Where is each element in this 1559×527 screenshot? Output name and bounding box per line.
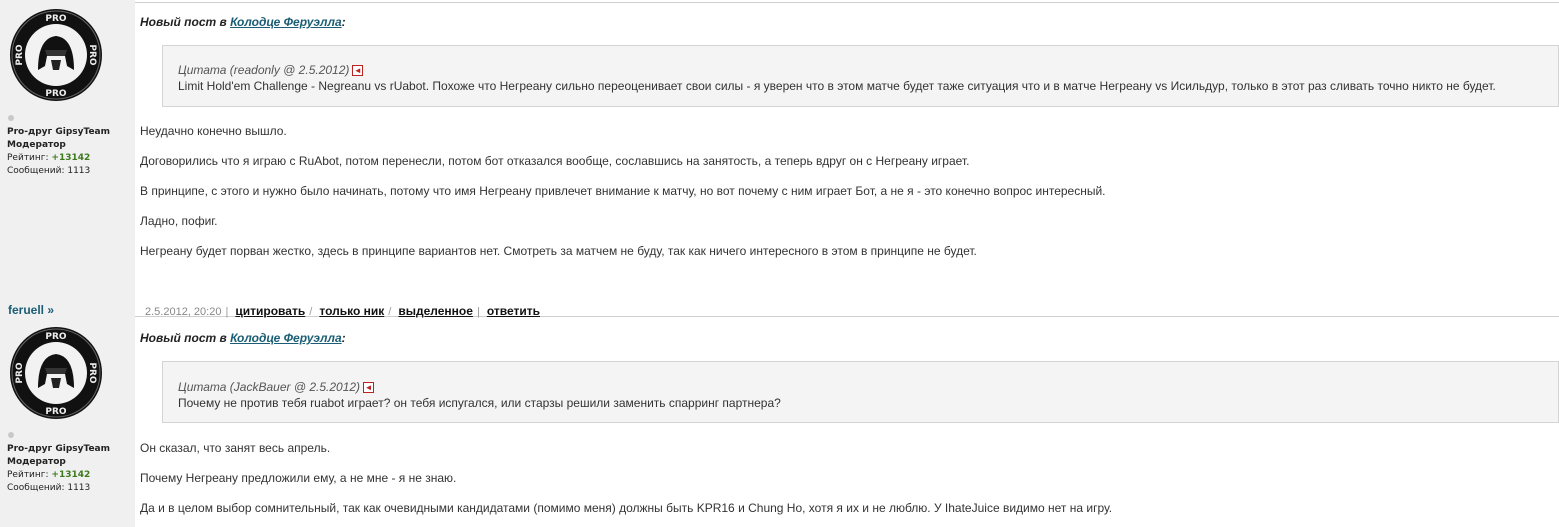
posts-count: Сообщений: 1113 (7, 483, 91, 493)
svg-text:PRO: PRO (15, 44, 25, 66)
post-paragraph: Договорились что я играю с RuAbot, потом перенесли, потом бот отказался вообще, сославшись на занятость, а теперь вдруг он с Негреану играет. (140, 154, 970, 168)
svg-text:PRO: PRO (45, 89, 67, 99)
user-role: Модератор (7, 140, 66, 150)
svg-text:PRO: PRO (87, 362, 97, 384)
user-avatar[interactable] (9, 8, 103, 102)
user-avatar[interactable] (9, 326, 103, 420)
author-link[interactable]: feruell » (8, 303, 55, 317)
rating-value: +13142 (51, 153, 91, 163)
rating-label: Рейтинг: (7, 470, 52, 480)
online-status-icon (8, 115, 14, 121)
svg-text:PRO: PRO (15, 362, 25, 384)
online-status-icon (8, 432, 14, 438)
new-post-prefix: Новый пост в (140, 331, 231, 345)
rating-label: Рейтинг: (7, 153, 52, 163)
user-role: Модератор (7, 457, 66, 467)
quote-action[interactable]: цитировать (235, 304, 306, 318)
reply-action[interactable]: ответить (486, 304, 541, 318)
post-paragraph: Неудачно конечно вышло. (140, 124, 287, 138)
posts-count: Сообщений: 1113 (7, 166, 91, 176)
divider (135, 2, 1559, 3)
go-to-quote-icon[interactable]: ◄ (353, 66, 362, 76)
rating-value: +13142 (51, 470, 91, 480)
post-paragraph: Негреану будет порван жестко, здесь в принципе вариантов нет. Смотреть за матчем не буду, так как ничего интересного в этом в принципе не будет. (140, 244, 977, 258)
post-date: 2.5.2012, 20:20 (145, 306, 222, 318)
post (0, 296, 1559, 527)
svg-text:PRO: PRO (45, 407, 67, 417)
blog-link[interactable]: Колодце Феруэлла (230, 15, 342, 29)
post-paragraph: Да и в целом выбор сомнительный, так как очевидными кандидатами (помимо меня) должны быть KPR16 и Chung Ho, хотя я их и не люблю. У IhateJuice видимо нет на игру. (140, 501, 1113, 515)
new-post-suffix: : (341, 331, 346, 345)
quote-block (162, 45, 1559, 107)
quote-text: Почему не против тебя ruabot играет? он тебя испугался, или старзы решили заменить спарринг партнера? (178, 396, 781, 410)
svg-text:PRO: PRO (87, 44, 97, 66)
go-to-quote-icon[interactable]: ◄ (364, 383, 373, 393)
user-title: Pro-друг GipsyTeam (7, 127, 111, 137)
new-post-suffix: : (341, 15, 346, 29)
user-title: Pro-друг GipsyTeam (7, 444, 111, 454)
post-meta-bar: 2.5.2012, 20:20 | цитировать / только ник / выделенное | ответить (145, 304, 541, 318)
blog-link[interactable]: Колодце Феруэлла (230, 331, 342, 345)
svg-text:PRO: PRO (45, 332, 67, 342)
user-info (7, 126, 110, 178)
nick-only-action[interactable]: только ник (319, 304, 385, 318)
quote-header (178, 379, 1558, 395)
new-post-line (140, 15, 346, 29)
quote-header-text: Цитата (JackBauer @ 2.5.2012) (178, 380, 361, 394)
quote-header (178, 62, 1558, 78)
post-user-column (0, 296, 135, 527)
post-paragraph: Почему Негреану предложили ему, а не мне - я не знаю. (140, 471, 457, 485)
svg-text:PRO: PRO (45, 14, 67, 24)
post-paragraph: Ладно, пофиг. (140, 214, 218, 228)
new-post-line (140, 331, 346, 345)
post-paragraph: Он сказал, что занят весь апрель. (140, 441, 331, 455)
post-user-column (0, 0, 135, 296)
quote-header-text: Цитата (readonly @ 2.5.2012) (178, 63, 350, 77)
quote-block (162, 361, 1559, 423)
user-info (7, 443, 110, 495)
new-post-prefix: Новый пост в (140, 15, 231, 29)
post-paragraph: В принципе, с этого и нужно было начинать, потому что имя Негреану привлечет внимание к матчу, но вот почему с ним играет Бот, а не я - это конечно вопрос интересный. (140, 184, 1106, 198)
quote-text: Limit Hold'em Challenge - Negreanu vs rUabot. Похоже что Негреану сильно переоценивает свои силы - я уверен что в этом матче будет таже ситуация что и в матче Негреану vs Исильдур, только в этот раз сливать точно никто не будет. (178, 79, 1496, 93)
selected-action[interactable]: выделенное (398, 304, 473, 318)
